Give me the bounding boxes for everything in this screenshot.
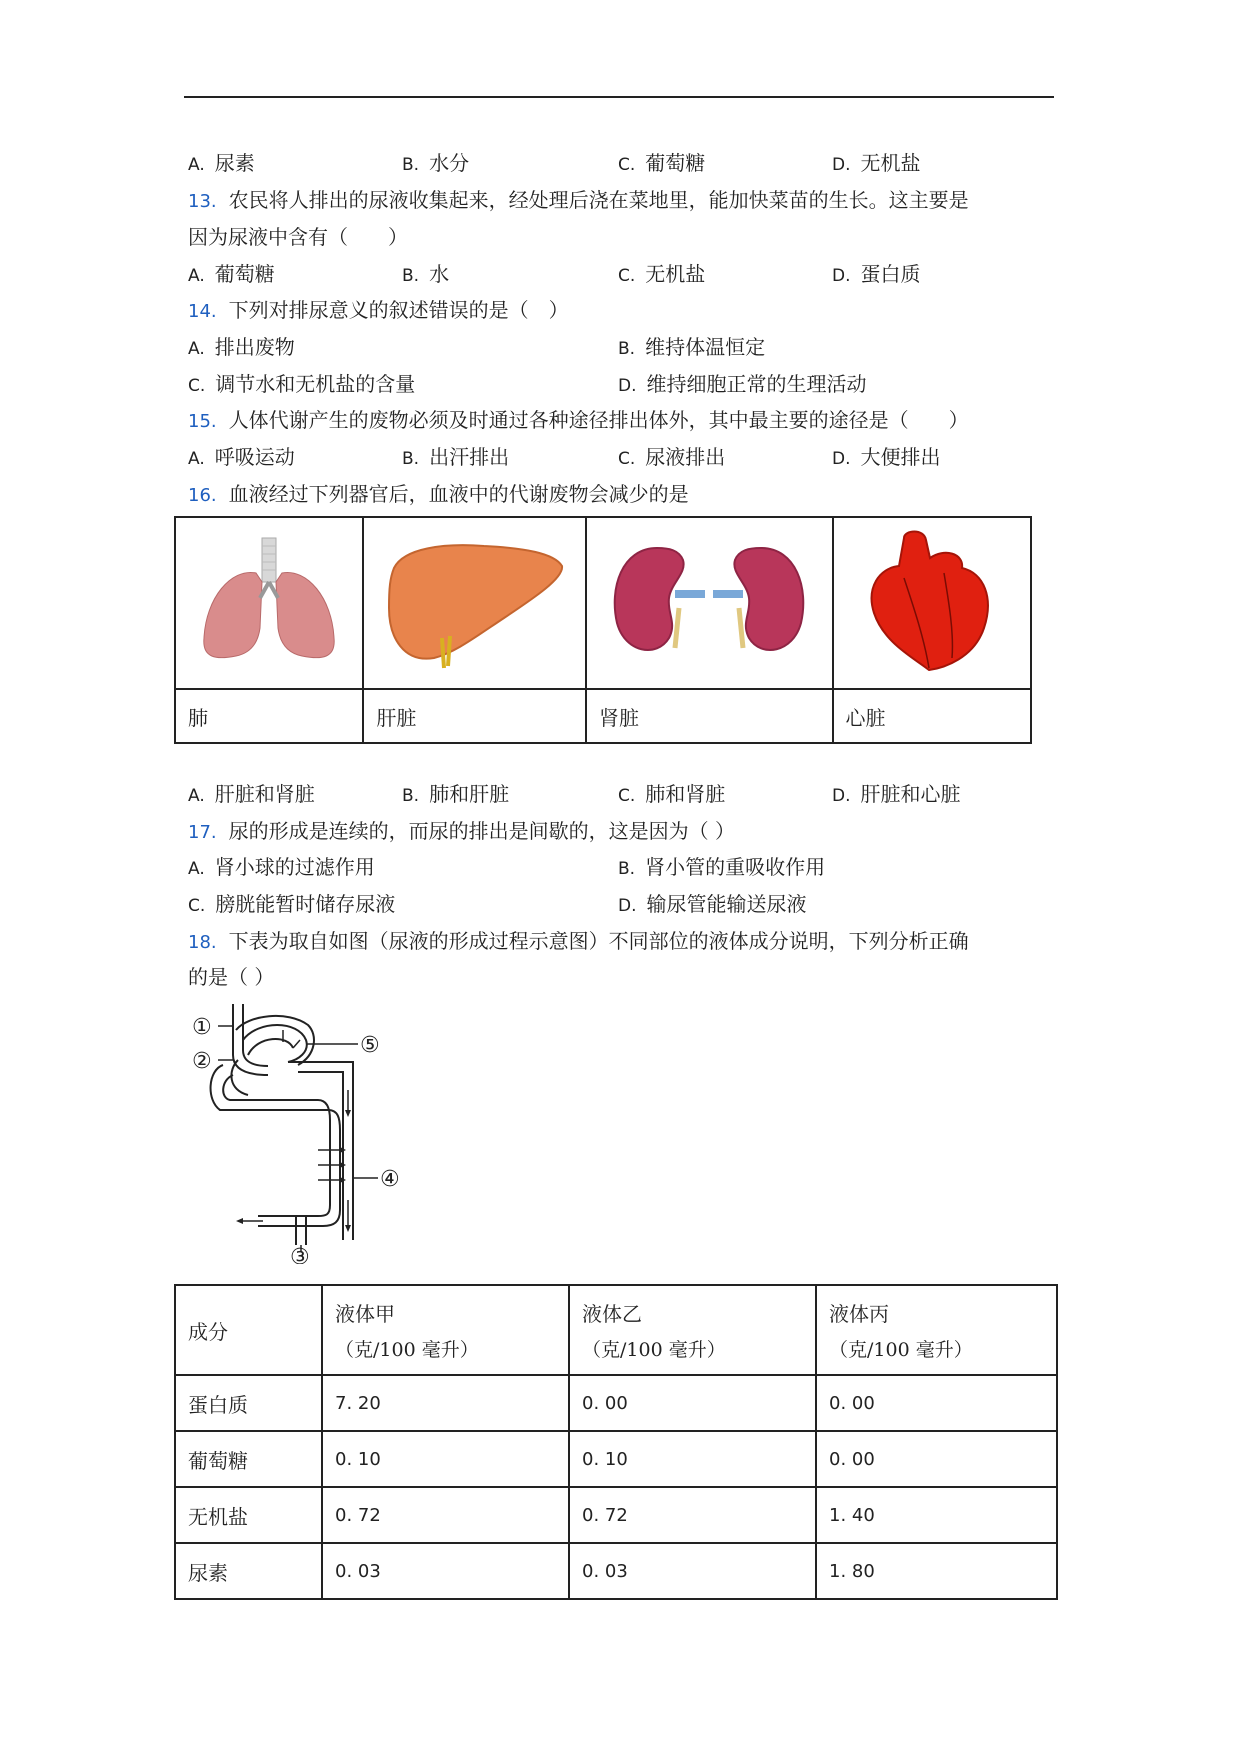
q18-number: 18. xyxy=(188,932,217,953)
q16-option-b[interactable]: B. 肺和肝脏 xyxy=(402,782,510,806)
q14-option-a[interactable]: A. 排出废物 xyxy=(188,335,295,359)
q14-stem: 14. 下列对排尿意义的叙述错误的是（ ） xyxy=(188,298,569,322)
q15-option-c[interactable]: C. 尿液排出 xyxy=(618,445,726,469)
table-cell: 0. 00 xyxy=(816,1431,1057,1487)
q15-option-d[interactable]: D. 大便排出 xyxy=(832,445,941,469)
table-cell: 0. 00 xyxy=(816,1375,1057,1431)
row-label: 葡萄糖 xyxy=(175,1431,322,1487)
q12-option-c[interactable]: C. 葡萄糖 xyxy=(618,151,706,175)
liver-image-cell xyxy=(363,517,586,689)
table-row xyxy=(175,1487,1057,1543)
organ-label-heart: 心脏 xyxy=(833,689,1031,743)
q14-option-b[interactable]: B. 维持体温恒定 xyxy=(618,335,766,359)
liver-icon xyxy=(364,518,584,684)
table-row xyxy=(175,1543,1057,1599)
heart-image-cell xyxy=(833,517,1031,689)
table-cell: 0. 00 xyxy=(569,1375,816,1431)
header-fluid-a: 液体甲 （克/100 毫升） xyxy=(322,1285,569,1375)
kidney-icon xyxy=(587,518,831,684)
table-cell: 0. 10 xyxy=(569,1431,816,1487)
q13-option-b[interactable]: B. 水 xyxy=(402,262,450,286)
q18-stem-cont: 的是（ ） xyxy=(188,965,275,989)
diagram-label-5: ⑤ xyxy=(360,1033,380,1058)
q13-option-a[interactable]: A. 葡萄糖 xyxy=(188,262,275,286)
q15-option-a[interactable]: A. 呼吸运动 xyxy=(188,445,295,469)
table-cell: 1. 40 xyxy=(816,1487,1057,1543)
table-row xyxy=(175,1375,1057,1431)
diagram-label-1: ① xyxy=(192,1015,212,1040)
q13-stem: 13. 农民将人排出的尿液收集起来，经处理后浇在菜地里，能加快菜苗的生长。这主要是 xyxy=(188,188,969,212)
q15-number: 15. xyxy=(188,411,217,432)
row-label: 无机盐 xyxy=(175,1487,322,1543)
header-fluid-c: 液体丙 （克/100 毫升） xyxy=(816,1285,1057,1375)
q14-number: 14. xyxy=(188,301,217,322)
lung-icon xyxy=(176,518,362,684)
table-cell: 0. 72 xyxy=(322,1487,569,1543)
table-cell: 7. 20 xyxy=(322,1375,569,1431)
heart-icon xyxy=(834,518,1030,684)
diagram-label-4: ④ xyxy=(380,1167,400,1192)
table-cell: 0. 10 xyxy=(322,1431,569,1487)
q12-option-b[interactable]: B. 水分 xyxy=(402,151,470,175)
q15-option-b[interactable]: B. 出汗排出 xyxy=(402,445,510,469)
diagram-label-3: ③ xyxy=(290,1245,310,1264)
header-rule xyxy=(184,96,1054,98)
organ-table xyxy=(174,516,1032,744)
nephron-diagram xyxy=(188,1000,418,1264)
row-label: 尿素 xyxy=(175,1543,322,1599)
q13-option-c[interactable]: C. 无机盐 xyxy=(618,262,706,286)
organ-label-liver: 肝脏 xyxy=(363,689,586,743)
q16-stem: 16. 血液经过下列器官后，血液中的代谢废物会减少的是 xyxy=(188,482,689,506)
q17-option-d[interactable]: D. 输尿管能输送尿液 xyxy=(618,892,807,916)
organ-label-lung: 肺 xyxy=(175,689,363,743)
q17-option-b[interactable]: B. 肾小管的重吸收作用 xyxy=(618,855,826,879)
q16-option-d[interactable]: D. 肝脏和心脏 xyxy=(832,782,961,806)
q13-number: 13. xyxy=(188,191,217,212)
q13-option-d[interactable]: D. 蛋白质 xyxy=(832,262,921,286)
q12-option-a[interactable]: A. 尿素 xyxy=(188,151,255,175)
table-cell: 0. 03 xyxy=(322,1543,569,1599)
table-cell: 0. 03 xyxy=(569,1543,816,1599)
q16-option-c[interactable]: C. 肺和肾脏 xyxy=(618,782,726,806)
table-cell: 1. 80 xyxy=(816,1543,1057,1599)
q14-option-d[interactable]: D. 维持细胞正常的生理活动 xyxy=(618,372,867,396)
row-label: 蛋白质 xyxy=(175,1375,322,1431)
table-cell: 0. 72 xyxy=(569,1487,816,1543)
table-row xyxy=(175,1431,1057,1487)
composition-table xyxy=(174,1284,1058,1600)
q15-stem: 15. 人体代谢产生的废物必须及时通过各种途径排出体外，其中最主要的途径是（ ） xyxy=(188,408,969,432)
header-fluid-b: 液体乙 （克/100 毫升） xyxy=(569,1285,816,1375)
diagram-label-2: ② xyxy=(192,1049,212,1074)
q16-number: 16. xyxy=(188,485,217,506)
q17-stem: 17. 尿的形成是连续的，而尿的排出是间歇的，这是因为（ ） xyxy=(188,819,735,843)
q14-option-c[interactable]: C. 调节水和无机盐的含量 xyxy=(188,372,416,396)
q18-stem: 18. 下表为取自如图（尿液的形成过程示意图）不同部位的液体成分说明，下列分析正确 xyxy=(188,929,969,953)
kidney-image-cell xyxy=(586,517,833,689)
lung-image-cell xyxy=(175,517,363,689)
q13-stem-cont: 因为尿液中含有（ ） xyxy=(188,225,408,249)
q12-option-d[interactable]: D. 无机盐 xyxy=(832,151,921,175)
q17-option-a[interactable]: A. 肾小球的过滤作用 xyxy=(188,855,375,879)
header-component: 成分 xyxy=(175,1285,322,1375)
q17-number: 17. xyxy=(188,822,217,843)
q16-option-a[interactable]: A. 肝脏和肾脏 xyxy=(188,782,315,806)
organ-label-kidney: 肾脏 xyxy=(586,689,833,743)
q17-option-c[interactable]: C. 膀胱能暂时储存尿液 xyxy=(188,892,396,916)
